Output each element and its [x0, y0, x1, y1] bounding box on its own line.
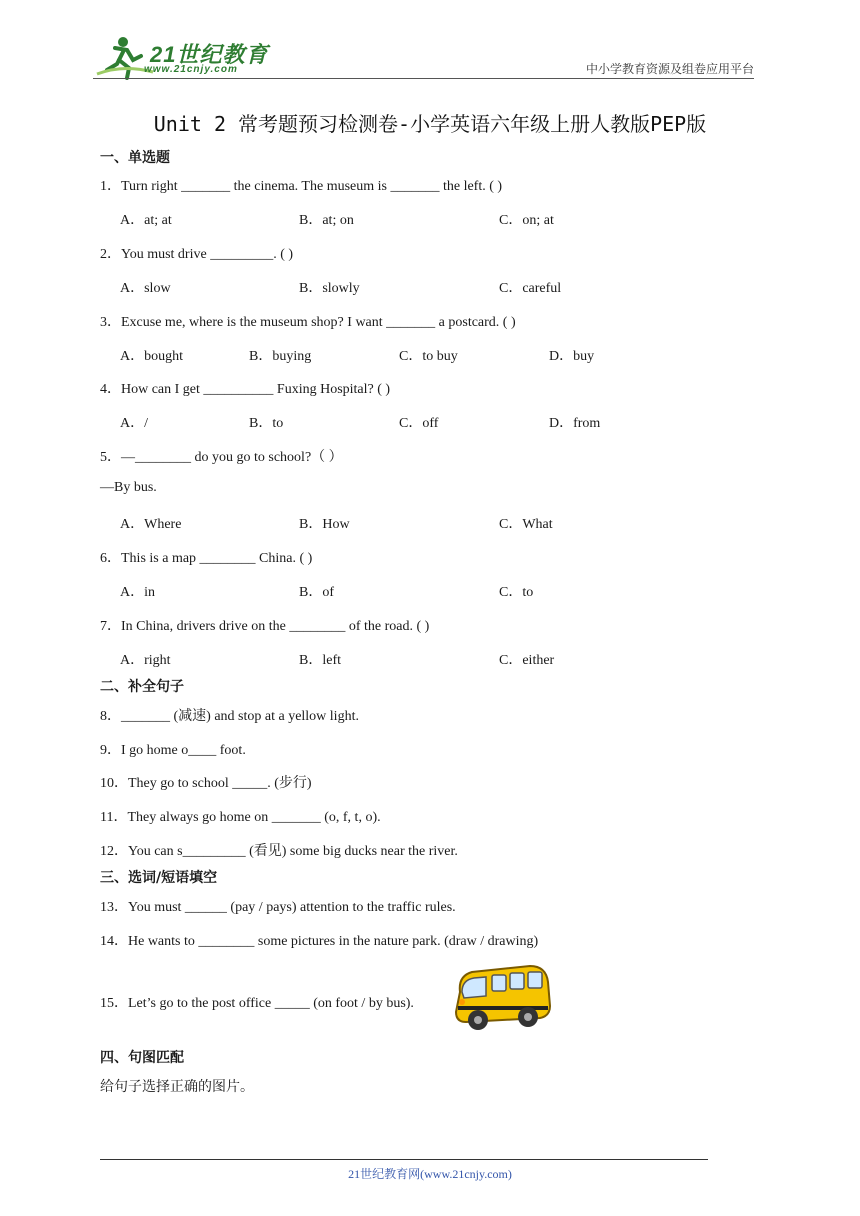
q6-option-b: B．of [299, 585, 334, 600]
q1-option-a: A．at; at [120, 213, 172, 228]
section-heading-3: 三、选词/短语填空 [100, 870, 218, 886]
q7-option-b: B．left [299, 653, 341, 668]
q3-option-a: A．bought [120, 349, 183, 364]
q5-option-a: A．Where [120, 517, 182, 532]
q2-option-b: B．slowly [299, 281, 360, 296]
question-13: 13．You must ______ (pay / pays) attention to the traffic rules. [100, 900, 456, 915]
question-10: 10．They go to school _____. (步行) [100, 776, 312, 791]
q4-option-d: D．from [549, 416, 601, 431]
q1-option-b: B．at; on [299, 213, 354, 228]
q4-option-b: B．to [249, 416, 284, 431]
school-bus-icon [452, 962, 552, 1034]
q6-option-c: C．to [499, 585, 534, 600]
q3-option-b: B．buying [249, 349, 312, 364]
section-heading-2: 二、补全句子 [100, 679, 184, 695]
question-5-answer-line: —By bus. [100, 480, 157, 495]
question-14: 14．He wants to ________ some pictures in the nature park. (draw / drawing) [100, 934, 539, 949]
footer-divider [100, 1159, 708, 1160]
q4-option-c: C．off [399, 416, 439, 431]
q4-option-a: A．/ [120, 416, 148, 431]
logo-url: www.21cnjy.com [144, 64, 238, 75]
footer-text: 21世纪教育网(www.21cnjy.com) [348, 1167, 512, 1181]
logo-text: 21世纪教育 [150, 42, 269, 67]
question-5: 5．—________ do you go to school?（ ） [100, 450, 343, 465]
question-6: 6．This is a map ________ China. ( ) [100, 551, 313, 566]
header-divider [93, 78, 754, 79]
question-12: 12．You can s_________ (看见) some big ducks near the river. [100, 844, 458, 859]
page-title: Unit 2 常考题预习检测卷-小学英语六年级上册人教版PEP版 [153, 112, 707, 136]
q6-option-a: A．in [120, 585, 155, 600]
q7-option-a: A．right [120, 653, 171, 668]
question-9: 9．I go home o____ foot. [100, 743, 246, 758]
question-2: 2．You must drive _________. ( ) [100, 247, 294, 262]
q5-option-b: B．How [299, 517, 350, 532]
q3-option-c: C．to buy [399, 349, 458, 364]
question-11: 11．They always go home on _______ (o, f, t, o). [100, 810, 381, 825]
q3-option-d: D．buy [549, 349, 595, 364]
question-15: 15．Let’s go to the post office _____ (on foot / by bus). [100, 996, 414, 1011]
header-platform-text: 中小学教育资源及组卷应用平台 [585, 62, 754, 76]
section-4-instruction: 给句子选择正确的图片。 [100, 1079, 254, 1095]
q2-option-a: A．slow [120, 281, 171, 296]
question-1: 1．Turn right _______ the cinema. The museum is _______ the left. ( ) [100, 179, 503, 194]
question-7: 7．In China, drivers drive on the ________ of the road. ( ) [100, 619, 430, 634]
section-heading-4: 四、句图匹配 [100, 1050, 184, 1066]
section-heading-1: 一、单选题 [100, 150, 170, 166]
q5-option-c: C．What [499, 517, 553, 532]
question-3: 3．Excuse me, where is the museum shop? I want _______ a postcard. ( ) [100, 315, 516, 330]
question-8: 8．_______ (减速) and stop at a yellow light. [100, 709, 359, 724]
q2-option-c: C．careful [499, 281, 562, 296]
question-4: 4．How can I get __________ Fuxing Hospital? ( ) [100, 382, 391, 397]
q1-option-c: C．on; at [499, 213, 554, 228]
q7-option-c: C．either [499, 653, 555, 668]
